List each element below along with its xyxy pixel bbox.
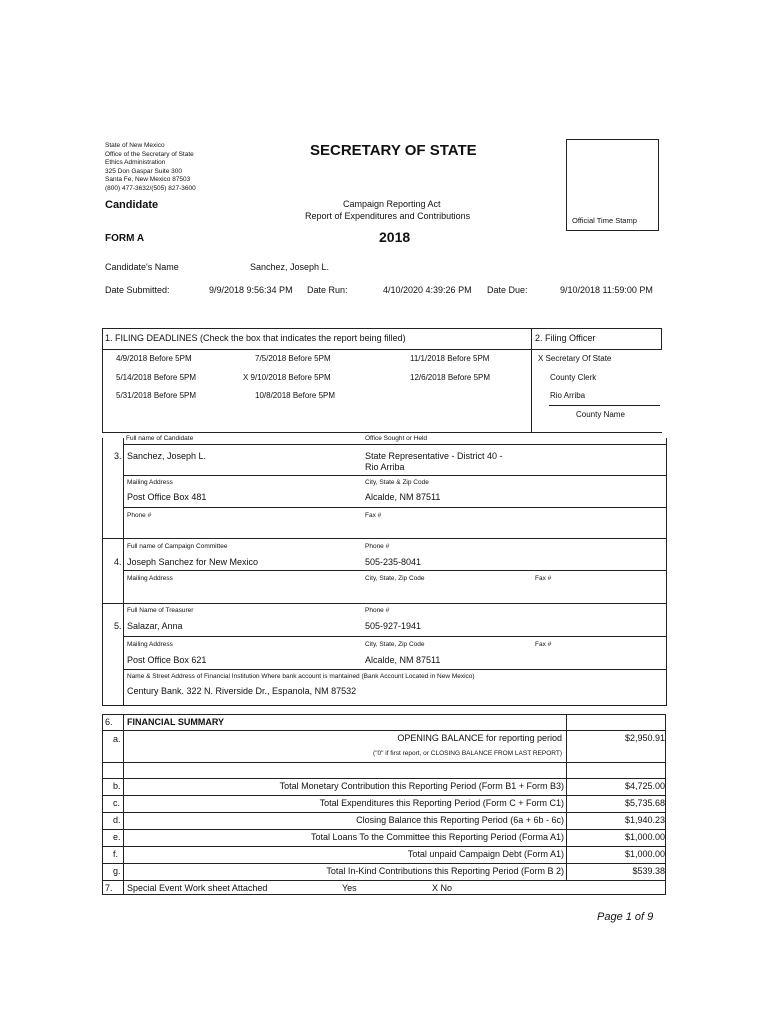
committee-label: Full name of Campaign Committee <box>127 543 228 550</box>
committee-fax-label: Fax # <box>535 575 552 582</box>
summary-row-label: Closing Balance this Reporting Period (6a + 6b - 6c) <box>356 815 564 825</box>
date-run-label: Date Run: <box>307 285 348 295</box>
date-run-value: 4/10/2020 4:39:26 PM <box>383 285 472 295</box>
section-number: 6. <box>105 717 113 727</box>
page-title: SECRETARY OF STATE <box>310 142 477 159</box>
section-number: 4. <box>114 557 122 567</box>
summary-row-value: $1,000.00 <box>624 849 665 859</box>
act-name: Campaign Reporting Act <box>343 199 441 209</box>
committee-phone-label: Phone # <box>365 543 390 550</box>
summary-row-label: Total unpaid Campaign Debt (Form A1) <box>407 849 564 859</box>
section-number: 3. <box>114 451 122 461</box>
treasurer-label: Full Name of Treasurer <box>127 607 194 614</box>
row-letter: g. <box>113 866 121 876</box>
office-value-line2: Rio Arriba <box>365 462 405 472</box>
candidate-heading: Candidate <box>105 199 159 211</box>
treasurer-mailing-label: Mailing Address <box>127 641 173 648</box>
date-submitted-value: 9/9/2018 9:56:34 PM <box>209 285 293 295</box>
date-due-value: 9/10/2018 11:59:00 PM <box>560 285 653 295</box>
phone-label: Phone # <box>127 512 152 519</box>
mailing-value: Post Office Box 481 <box>127 492 207 502</box>
report-year: 2018 <box>379 229 411 245</box>
treasurer-phone-value: 505-927-1941 <box>365 621 422 631</box>
row-letter: f. <box>113 849 119 859</box>
special-event-yes[interactable]: Yes <box>342 883 357 893</box>
candidate-fullname-label: Full name of Candidate <box>126 435 194 442</box>
row-letter: b. <box>113 781 121 791</box>
deadline-option[interactable]: 7/5/2018 Before 5PM <box>255 354 331 363</box>
deadline-option[interactable]: 5/14/2018 Before 5PM <box>116 373 197 382</box>
treasurer-fax-label: Fax # <box>535 641 552 648</box>
summary-row-label: Total Loans To the Committee this Reporting Period (Forma A1) <box>311 832 564 842</box>
bank-label: Name & Street Address of Financial Institution Where bank account is mantained (Bank Account Located in New Mexico) <box>127 673 475 680</box>
committee-city-label: City, State, Zip Code <box>365 575 425 582</box>
agency-line: Ethics Administration <box>105 159 166 167</box>
filing-deadlines-title: 1. FILING DEADLINES (Check the box that indicates the report being filled) <box>105 333 406 343</box>
date-submitted-label: Date Submitted: <box>105 285 170 295</box>
agency-line: 325 Don Gaspar Suite 300 <box>105 167 182 175</box>
mailing-label: Mailing Address <box>127 479 173 486</box>
agency-line: Santa Fe, New Mexico 87503 <box>105 176 191 184</box>
treasurer-mailing-value: Post Office Box 621 <box>127 655 207 665</box>
treasurer-city-label: City, State, Zip Code <box>365 641 425 648</box>
report-subtitle: Report of Expenditures and Contributions <box>305 211 471 221</box>
summary-row-value: $1,940.23 <box>624 815 665 825</box>
row-letter: d. <box>113 815 121 825</box>
row-letter: c. <box>113 798 121 808</box>
city-value: Alcalde, NM 87511 <box>365 492 441 502</box>
opening-balance-note: ("0" if first report, or CLOSING BALANCE FROM LAST REPORT) <box>373 750 562 757</box>
deadline-option[interactable]: 5/31/2018 Before 5PM <box>116 391 197 400</box>
summary-row-value: $539.38 <box>632 866 665 876</box>
form-label: FORM A <box>105 233 145 244</box>
candidate-fullname-value: Sanchez, Joseph L. <box>127 451 207 461</box>
summary-row-label: Total In-Kind Contributions this Reporting Period (Form B 2) <box>326 866 564 876</box>
row-letter: e. <box>113 832 121 842</box>
officer-option[interactable]: County Clerk <box>550 373 597 382</box>
deadline-option-checked[interactable]: X 9/10/2018 Before 5PM <box>243 373 331 382</box>
county-value: Rio Arriba <box>550 391 586 400</box>
time-stamp-box <box>566 139 659 231</box>
special-event-no-checked[interactable]: X No <box>432 883 453 893</box>
deadline-option[interactable]: 11/1/2018 Before 5PM <box>410 354 490 363</box>
summary-row-label: Total Monetary Contribution this Reporting Period (Form B1 + Form B3) <box>279 781 564 791</box>
opening-balance-label: OPENING BALANCE for reporting period <box>397 733 562 743</box>
committee-mailing-label: Mailing Address <box>127 575 173 582</box>
deadline-option[interactable]: 12/6/2018 Before 5PM <box>410 373 491 382</box>
summary-row-label: Total Expenditures this Reporting Period (Form C + Form C1) <box>319 798 564 808</box>
agency-line: (800) 477-3632/(505) 827-3600 <box>105 184 196 192</box>
office-label: Office Sought or Held <box>365 435 428 442</box>
treasurer-city-value: Alcalde, NM 87511 <box>365 655 441 665</box>
bank-value: Century Bank. 322 N. Riverside Dr., Espanola, NM 87532 <box>127 686 357 696</box>
city-label: City, State & Zip Code <box>365 479 429 486</box>
candidate-name-value: Sanchez, Joseph L. <box>250 262 330 272</box>
row-letter: a. <box>113 734 121 744</box>
agency-line: State of New Mexico <box>105 142 165 149</box>
agency-address-block <box>105 142 196 194</box>
section-number: 7. <box>105 883 113 893</box>
section-number: 5. <box>114 621 122 631</box>
agency-line: Office of the Secretary of State <box>105 150 194 158</box>
treasurer-value: Salazar, Anna <box>127 621 183 631</box>
committee-phone-value: 505-235-8041 <box>365 557 422 567</box>
treasurer-phone-label: Phone # <box>365 607 390 614</box>
summary-row-value: $4,725.00 <box>624 781 665 791</box>
deadline-option[interactable]: 4/9/2018 Before 5PM <box>116 354 192 363</box>
page-number: Page 1 of 9 <box>597 911 654 923</box>
committee-value: Joseph Sanchez for New Mexico <box>127 557 259 567</box>
time-stamp-label: Official Time Stamp <box>572 216 637 225</box>
officer-option-checked[interactable]: X Secretary Of State <box>538 354 612 363</box>
date-due-label: Date Due: <box>487 285 528 295</box>
filing-officer-title: 2. Filing Officer <box>535 333 596 343</box>
candidate-name-label: Candidate's Name <box>105 262 179 272</box>
special-event-label: Special Event Work sheet Attached <box>127 883 268 893</box>
office-value: State Representative - District 40 - <box>365 451 503 461</box>
summary-row-value: $5,735.68 <box>624 798 665 808</box>
deadline-option[interactable]: 10/8/2018 Before 5PM <box>255 391 336 400</box>
fax-label: Fax # <box>365 512 382 519</box>
opening-balance-value: $2,950.91 <box>624 733 665 743</box>
county-name-label: County Name <box>576 410 625 419</box>
financial-summary-title: FINANCIAL SUMMARY <box>127 717 224 727</box>
summary-row-value: $1,000.00 <box>624 832 665 842</box>
